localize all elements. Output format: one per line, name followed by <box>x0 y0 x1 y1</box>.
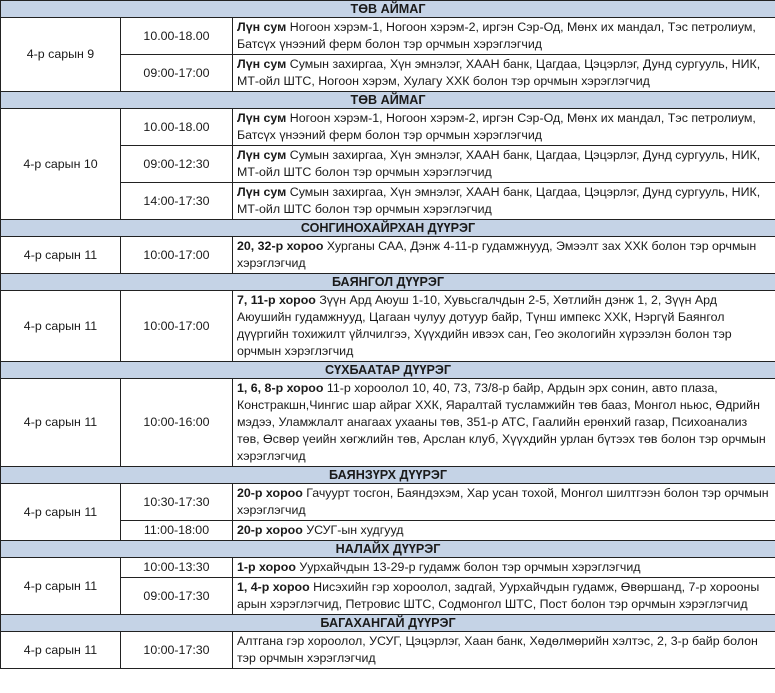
area-cell <box>233 109 775 146</box>
district-label: 1, 6, 8-р хороо <box>237 381 324 395</box>
area-description: Зүүн Ард Аюуш 1-10, Хувьсгалчдын 2-5, Хөтлийн дэнж 1, 2, Зүүн Ард Аюушийн гудамжнууд, Цагаан чулуу дотуур байр, Түнш импекс ХХК, Нэргүй Баянгол дүүргийн тохижилт үйлчилгээ, Хүүхдийн ивээх сан, Гео экологийн хүрээлэн болон тэр орчмын хэрэглэгчид <box>237 293 732 358</box>
district-label: 7, 11-р хороо <box>237 293 316 307</box>
time-cell: 10.00-18.00 <box>121 18 233 55</box>
schedule-row <box>1 379 775 467</box>
section-header: ТӨВ АЙМАГ <box>1 92 775 109</box>
section-header-row <box>1 274 775 291</box>
section-header: НАЛАЙХ ДҮҮРЭГ <box>1 541 775 558</box>
time-cell: 09:00-17:00 <box>121 55 233 92</box>
district-label: Лүн сум <box>237 111 287 125</box>
district-label: 1, 4-р хороо <box>237 580 310 594</box>
time-cell: 11:00-18:00 <box>121 521 233 541</box>
schedule-row <box>1 291 775 362</box>
area-cell <box>233 578 775 615</box>
area-description: Ногоон хэрэм-1, Ногоон хэрэм-2, иргэн Сэр-Од, Мөнх их мандал, Тэс петролиум, Батсүх үнээний ферм болон тэр орчмын хэрэглэгчид <box>237 20 756 51</box>
district-label: Лүн сум <box>237 57 287 71</box>
area-cell <box>233 632 775 669</box>
area-description: Уурхайчдын 13-29-р гудамж болон тэр орчмын хэрэглэгчид <box>295 560 641 574</box>
schedule-row <box>1 632 775 669</box>
section-header: СҮХБААТАР ДҮҮРЭГ <box>1 362 775 379</box>
section-header-row <box>1 362 775 379</box>
section-header-row <box>1 92 775 109</box>
date-cell: 4-р сарын 11 <box>1 379 121 467</box>
schedule-row <box>1 237 775 274</box>
section-header: СОНГИНОХАЙРХАН ДҮҮРЭГ <box>1 220 775 237</box>
area-cell <box>233 18 775 55</box>
area-description: Нисэхийн гэр хороолол, задгай, Уурхайчдын гудамж, Өвөршанд, 7-р хорооны арын хэрэглэгчид, Петровис ШТС, Содмонгол ШТС, Пост болон тэр орчмын хэрэглэгчид <box>237 580 760 611</box>
section-header-row <box>1 541 775 558</box>
time-cell: 10:00-17:00 <box>121 291 233 362</box>
section-header-row <box>1 220 775 237</box>
time-cell: 10:00-16:00 <box>121 379 233 467</box>
district-label: 1-р хороо <box>237 560 296 574</box>
section-header: ТӨВ АЙМАГ <box>1 1 775 18</box>
schedule-row <box>1 18 775 55</box>
section-header: БАЯНГОЛ ДҮҮРЭГ <box>1 274 775 291</box>
area-cell <box>233 484 775 521</box>
district-label: 20, 32-р хороо <box>237 239 324 253</box>
time-cell: 09:00-17:30 <box>121 578 233 615</box>
area-cell <box>233 237 775 274</box>
area-description: УСУГ-ын худгууд <box>302 523 404 537</box>
date-cell: 4-р сарын 11 <box>1 237 121 274</box>
area-cell <box>233 379 775 467</box>
schedule-row <box>1 484 775 521</box>
date-cell: 4-р сарын 11 <box>1 291 121 362</box>
section-header-row <box>1 1 775 18</box>
area-description: 11-р хороолол 10, 40, 73, 73/8-р байр, Ардын эрх сонин, авто плаза, Констракшн,Чингис шар айраг ХХК, Яаралтай тусламжийн төв бааз, Монгол ньюс, Өдрийн мэдээ, Уламжлалт анагаах ухааны төв, 351-р АТС, Гаалийн ерөнхий газар, Психоанализ төв, Өсвөр үеийн хөгжлийн төв, Арслан клуб, Хүүхдийн урлан бүтээх төв болон тэр орчмын хэрэглэгчид <box>237 381 766 463</box>
section-header: БАГАХАНГАЙ ДҮҮРЭГ <box>1 615 775 632</box>
section-header: БАЯНЗҮРХ ДҮҮРЭГ <box>1 467 775 484</box>
area-description: Ногоон хэрэм-1, Ногоон хэрэм-2, иргэн Сэр-Од, Мөнх их мандал, Тэс петролиум, Батсүх үнээний ферм болон тэр орчмын хэрэглэгчид <box>237 111 756 142</box>
area-cell <box>233 558 775 578</box>
area-cell <box>233 183 775 220</box>
time-cell: 10.00-18.00 <box>121 109 233 146</box>
section-header-row <box>1 615 775 632</box>
time-cell: 10:00-17:00 <box>121 237 233 274</box>
district-label: Лүн сум <box>237 185 287 199</box>
area-description: Сумын захиргаа, Хүн эмнэлэг, ХААН банк, Цагдаа, Цэцэрлэг, Дунд сургууль, НИК, МТ-ойл ШТС болон тэр орчмын хэрэглэгчид <box>237 185 761 216</box>
district-label: 20-р хороо <box>237 486 303 500</box>
date-cell: 4-р сарын 9 <box>1 18 121 92</box>
time-cell: 10:30-17:30 <box>121 484 233 521</box>
area-cell <box>233 291 775 362</box>
time-cell: 10:00-13:30 <box>121 558 233 578</box>
district-label: Лүн сум <box>237 148 287 162</box>
area-description: Гачуурт тосгон, Баяндэхэм, Хар усан тохой, Монгол шилтгээн болон тэр орчмын хэрэглэгчид <box>237 486 769 517</box>
time-cell: 10:00-17:30 <box>121 632 233 669</box>
area-cell <box>233 146 775 183</box>
district-label: 20-р хороо <box>237 523 303 537</box>
date-cell: 4-р сарын 10 <box>1 109 121 220</box>
schedule-row <box>1 109 775 146</box>
area-description: Алтгана гэр хороолол, УСУГ, Цэцэрлэг, Хаан банк, Хөдөлмөрийн хэлтэс, 2, 3-р байр болон тэр орчмын хэрэглэгчид <box>237 634 758 665</box>
area-cell <box>233 55 775 92</box>
section-header-row <box>1 467 775 484</box>
time-cell: 09:00-12:30 <box>121 146 233 183</box>
area-description: Хурганы САА, Дэнж 4-11-р гудамжнууд, Эмээлт зах ХХК болон тэр орчмын хэрэглэгчид <box>237 239 757 270</box>
date-cell: 4-р сарын 11 <box>1 484 121 541</box>
area-cell <box>233 521 775 541</box>
date-cell: 4-р сарын 11 <box>1 632 121 669</box>
district-label: Лүн сум <box>237 20 287 34</box>
time-cell: 14:00-17:30 <box>121 183 233 220</box>
date-cell: 4-р сарын 11 <box>1 558 121 615</box>
schedule-row <box>1 558 775 578</box>
area-description: Сумын захиргаа, Хүн эмнэлэг, ХААН банк, Цагдаа, Цэцэрлэг, Дунд сургууль, НИК, МТ-ойл ШТС болон тэр орчмын хэрэглэгчид <box>237 148 761 179</box>
area-description: Сумын захиргаа, Хүн эмнэлэг, ХААН банк, Цагдаа, Цэцэрлэг, Дунд сургууль, НИК, МТ-ойл ШТС, Ногоон хэрэм, Хулагу ХХК болон тэр орчмын хэрэглэгчид <box>237 57 761 88</box>
